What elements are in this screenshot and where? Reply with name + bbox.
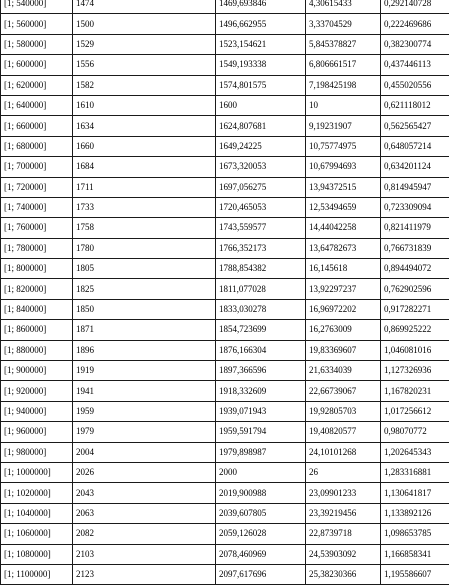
expected-cell[interactable]: 1811,077028 bbox=[216, 279, 306, 299]
range-cell[interactable]: [1; 940000] bbox=[1, 401, 73, 421]
expected-cell[interactable]: 2078,460969 bbox=[216, 544, 306, 564]
difference-cell[interactable]: 16,96972202 bbox=[306, 299, 381, 319]
table-row bbox=[1, 503, 449, 523]
table-row bbox=[1, 564, 449, 584]
range-cell[interactable]: [1; 880000] bbox=[1, 340, 73, 360]
ratio-cell[interactable]: 0,455020556 bbox=[381, 75, 449, 95]
count-cell[interactable]: 1634 bbox=[73, 116, 216, 136]
ratio-cell[interactable]: 1,017256612 bbox=[381, 401, 449, 421]
expected-cell[interactable]: 1697,056275 bbox=[216, 177, 306, 197]
ratio-cell[interactable]: 0,562565427 bbox=[381, 116, 449, 136]
difference-cell[interactable]: 14,44042258 bbox=[306, 218, 381, 238]
count-cell[interactable]: 1474 bbox=[73, 0, 216, 14]
ratio-cell[interactable]: 0,382300774 bbox=[381, 34, 449, 54]
ratio-cell[interactable]: 0,292140728 bbox=[381, 0, 449, 14]
range-cell[interactable]: [1; 640000] bbox=[1, 95, 73, 115]
expected-cell[interactable]: 1574,801575 bbox=[216, 75, 306, 95]
expected-cell[interactable]: 1720,465053 bbox=[216, 197, 306, 217]
expected-cell[interactable]: 1979,898987 bbox=[216, 442, 306, 462]
range-cell[interactable]: [1; 960000] bbox=[1, 422, 73, 442]
ratio-cell[interactable]: 1,283316881 bbox=[381, 462, 449, 482]
difference-cell[interactable]: 13,94372515 bbox=[306, 177, 381, 197]
difference-cell[interactable]: 16,2763009 bbox=[306, 320, 381, 340]
table-row bbox=[1, 218, 449, 238]
ratio-cell[interactable]: 1,046081016 bbox=[381, 340, 449, 360]
expected-cell[interactable]: 2097,617696 bbox=[216, 564, 306, 584]
range-cell[interactable]: [1; 860000] bbox=[1, 320, 73, 340]
expected-cell[interactable]: 1673,320053 bbox=[216, 157, 306, 177]
table-row bbox=[1, 483, 449, 503]
difference-cell[interactable]: 13,92297237 bbox=[306, 279, 381, 299]
table-row bbox=[1, 136, 449, 156]
expected-cell[interactable]: 1469,693846 bbox=[216, 0, 306, 14]
difference-cell[interactable]: 22,8739718 bbox=[306, 524, 381, 544]
difference-cell[interactable]: 22,66739067 bbox=[306, 381, 381, 401]
difference-cell[interactable]: 19,83369607 bbox=[306, 340, 381, 360]
ratio-cell[interactable]: 1,098653785 bbox=[381, 524, 449, 544]
table-row bbox=[1, 0, 449, 14]
count-cell[interactable]: 1780 bbox=[73, 238, 216, 258]
ratio-cell[interactable]: 0,762902596 bbox=[381, 279, 449, 299]
range-cell[interactable]: [1; 900000] bbox=[1, 361, 73, 381]
difference-cell[interactable]: 23,39219456 bbox=[306, 503, 381, 523]
range-cell[interactable]: [1; 1080000] bbox=[1, 544, 73, 564]
table-row bbox=[1, 75, 449, 95]
difference-cell[interactable]: 6,806661517 bbox=[306, 55, 381, 75]
table-row bbox=[1, 524, 449, 544]
expected-cell[interactable]: 2019,900988 bbox=[216, 483, 306, 503]
expected-cell[interactable]: 1649,24225 bbox=[216, 136, 306, 156]
ratio-cell[interactable]: 0,222469686 bbox=[381, 14, 449, 34]
count-cell[interactable]: 1919 bbox=[73, 361, 216, 381]
ratio-cell[interactable]: 0,723309094 bbox=[381, 197, 449, 217]
difference-cell[interactable]: 12,53494659 bbox=[306, 197, 381, 217]
count-cell[interactable]: 2103 bbox=[73, 544, 216, 564]
table-row bbox=[1, 238, 449, 258]
table-row bbox=[1, 361, 449, 381]
ratio-cell[interactable]: 1,133892126 bbox=[381, 503, 449, 523]
range-cell[interactable]: [1; 780000] bbox=[1, 238, 73, 258]
difference-cell[interactable]: 13,64782673 bbox=[306, 238, 381, 258]
count-cell[interactable]: 2004 bbox=[73, 442, 216, 462]
table-row bbox=[1, 259, 449, 279]
range-cell[interactable]: [1; 920000] bbox=[1, 381, 73, 401]
table-row bbox=[1, 157, 449, 177]
range-cell[interactable]: [1; 680000] bbox=[1, 136, 73, 156]
count-cell[interactable]: 1733 bbox=[73, 197, 216, 217]
ratio-cell[interactable]: 0,98070772 bbox=[381, 422, 449, 442]
table-row bbox=[1, 197, 449, 217]
expected-cell[interactable]: 1523,154621 bbox=[216, 34, 306, 54]
difference-cell[interactable]: 10 bbox=[306, 95, 381, 115]
count-cell[interactable]: 1610 bbox=[73, 95, 216, 115]
ratio-cell[interactable]: 0,621118012 bbox=[381, 95, 449, 115]
count-cell[interactable]: 2082 bbox=[73, 524, 216, 544]
count-cell[interactable]: 1500 bbox=[73, 14, 216, 34]
range-cell[interactable]: [1; 740000] bbox=[1, 197, 73, 217]
range-cell[interactable]: [1; 540000] bbox=[1, 0, 73, 14]
range-cell[interactable]: [1; 1040000] bbox=[1, 503, 73, 523]
count-cell[interactable]: 1805 bbox=[73, 259, 216, 279]
table-row bbox=[1, 116, 449, 136]
difference-cell[interactable]: 5,845378827 bbox=[306, 34, 381, 54]
difference-cell[interactable]: 19,92805703 bbox=[306, 401, 381, 421]
range-cell[interactable]: [1; 700000] bbox=[1, 157, 73, 177]
ratio-cell[interactable]: 0,894494072 bbox=[381, 259, 449, 279]
table-row bbox=[1, 34, 449, 54]
count-cell[interactable]: 1941 bbox=[73, 381, 216, 401]
ratio-cell[interactable]: 1,195586607 bbox=[381, 564, 449, 584]
expected-cell[interactable]: 1624,807681 bbox=[216, 116, 306, 136]
range-cell[interactable]: [1; 840000] bbox=[1, 299, 73, 319]
expected-cell[interactable]: 2039,607805 bbox=[216, 503, 306, 523]
table-row bbox=[1, 14, 449, 34]
range-cell[interactable]: [1; 560000] bbox=[1, 14, 73, 34]
range-cell[interactable]: [1; 1000000] bbox=[1, 462, 73, 482]
range-cell[interactable]: [1; 660000] bbox=[1, 116, 73, 136]
difference-cell[interactable]: 23,09901233 bbox=[306, 483, 381, 503]
count-cell[interactable]: 1979 bbox=[73, 422, 216, 442]
table-row bbox=[1, 95, 449, 115]
count-cell[interactable]: 1959 bbox=[73, 401, 216, 421]
difference-cell[interactable]: 10,67994693 bbox=[306, 157, 381, 177]
count-cell[interactable]: 1871 bbox=[73, 320, 216, 340]
expected-cell[interactable]: 1897,366596 bbox=[216, 361, 306, 381]
expected-cell[interactable]: 2000 bbox=[216, 462, 306, 482]
expected-cell[interactable]: 1833,030278 bbox=[216, 299, 306, 319]
expected-cell[interactable]: 1959,591794 bbox=[216, 422, 306, 442]
range-cell[interactable]: [1; 800000] bbox=[1, 259, 73, 279]
table-row bbox=[1, 442, 449, 462]
expected-cell[interactable]: 1918,332609 bbox=[216, 381, 306, 401]
count-cell[interactable]: 1825 bbox=[73, 279, 216, 299]
table-row bbox=[1, 299, 449, 319]
count-cell[interactable]: 1582 bbox=[73, 75, 216, 95]
difference-cell[interactable]: 7,198425198 bbox=[306, 75, 381, 95]
count-cell[interactable]: 1850 bbox=[73, 299, 216, 319]
expected-cell[interactable]: 1876,166304 bbox=[216, 340, 306, 360]
count-cell[interactable]: 1556 bbox=[73, 55, 216, 75]
ratio-cell[interactable]: 0,814945947 bbox=[381, 177, 449, 197]
range-cell[interactable]: [1; 760000] bbox=[1, 218, 73, 238]
count-cell[interactable]: 1896 bbox=[73, 340, 216, 360]
ratio-cell[interactable]: 0,634201124 bbox=[381, 157, 449, 177]
count-cell[interactable]: 2043 bbox=[73, 483, 216, 503]
table-row bbox=[1, 55, 449, 75]
count-cell[interactable]: 1758 bbox=[73, 218, 216, 238]
range-cell[interactable]: [1; 1100000] bbox=[1, 564, 73, 584]
expected-cell[interactable]: 1939,071943 bbox=[216, 401, 306, 421]
table-row bbox=[1, 401, 449, 421]
expected-cell[interactable]: 1788,854382 bbox=[216, 259, 306, 279]
ratio-cell[interactable]: 0,766731839 bbox=[381, 238, 449, 258]
difference-cell[interactable]: 16,145618 bbox=[306, 259, 381, 279]
ratio-cell[interactable]: 0,869925222 bbox=[381, 320, 449, 340]
count-cell[interactable]: 1660 bbox=[73, 136, 216, 156]
expected-cell[interactable]: 1854,723699 bbox=[216, 320, 306, 340]
table-row bbox=[1, 544, 449, 564]
difference-cell[interactable]: 19,40820577 bbox=[306, 422, 381, 442]
range-cell[interactable]: [1; 720000] bbox=[1, 177, 73, 197]
expected-cell[interactable]: 2059,126028 bbox=[216, 524, 306, 544]
difference-cell[interactable]: 9,19231907 bbox=[306, 116, 381, 136]
table-row bbox=[1, 279, 449, 299]
range-cell[interactable]: [1; 980000] bbox=[1, 442, 73, 462]
difference-cell[interactable]: 26 bbox=[306, 462, 381, 482]
table-row bbox=[1, 462, 449, 482]
count-cell[interactable]: 1684 bbox=[73, 157, 216, 177]
ratio-cell[interactable]: 0,648057214 bbox=[381, 136, 449, 156]
expected-cell[interactable]: 1743,559577 bbox=[216, 218, 306, 238]
data-table-body bbox=[1, 0, 449, 585]
table-row bbox=[1, 340, 449, 360]
range-cell[interactable]: [1; 1020000] bbox=[1, 483, 73, 503]
difference-cell[interactable]: 10,75774975 bbox=[306, 136, 381, 156]
table-row bbox=[1, 320, 449, 340]
ratio-cell[interactable]: 1,127326936 bbox=[381, 361, 449, 381]
difference-cell[interactable]: 25,38230366 bbox=[306, 564, 381, 584]
expected-cell[interactable]: 1600 bbox=[216, 95, 306, 115]
count-cell[interactable]: 2063 bbox=[73, 503, 216, 523]
table-row bbox=[1, 177, 449, 197]
expected-cell[interactable]: 1766,352173 bbox=[216, 238, 306, 258]
difference-cell[interactable]: 21,6334039 bbox=[306, 361, 381, 381]
difference-cell[interactable]: 24,10101268 bbox=[306, 442, 381, 462]
ratio-cell[interactable]: 1,167820231 bbox=[381, 381, 449, 401]
count-cell[interactable]: 1529 bbox=[73, 34, 216, 54]
range-cell[interactable]: [1; 1060000] bbox=[1, 524, 73, 544]
table-row bbox=[1, 422, 449, 442]
expected-cell[interactable]: 1549,193338 bbox=[216, 55, 306, 75]
range-cell[interactable]: [1; 600000] bbox=[1, 55, 73, 75]
count-cell[interactable]: 1711 bbox=[73, 177, 216, 197]
ratio-cell[interactable]: 1,130641817 bbox=[381, 483, 449, 503]
ratio-cell[interactable]: 0,437446113 bbox=[381, 55, 449, 75]
count-cell[interactable]: 2026 bbox=[73, 462, 216, 482]
count-cell[interactable]: 2123 bbox=[73, 564, 216, 584]
ratio-cell[interactable]: 1,166858341 bbox=[381, 544, 449, 564]
difference-cell[interactable]: 4,30615433 bbox=[306, 0, 381, 14]
expected-cell[interactable]: 1496,662955 bbox=[216, 14, 306, 34]
ratio-cell[interactable]: 0,917282271 bbox=[381, 299, 449, 319]
range-cell[interactable]: [1; 620000] bbox=[1, 75, 73, 95]
difference-cell[interactable]: 3,33704529 bbox=[306, 14, 381, 34]
ratio-cell[interactable]: 1,202645343 bbox=[381, 442, 449, 462]
table-row bbox=[1, 381, 449, 401]
range-cell[interactable]: [1; 580000] bbox=[1, 34, 73, 54]
ratio-cell[interactable]: 0,821411979 bbox=[381, 218, 449, 238]
range-cell[interactable]: [1; 820000] bbox=[1, 279, 73, 299]
difference-cell[interactable]: 24,53903092 bbox=[306, 544, 381, 564]
